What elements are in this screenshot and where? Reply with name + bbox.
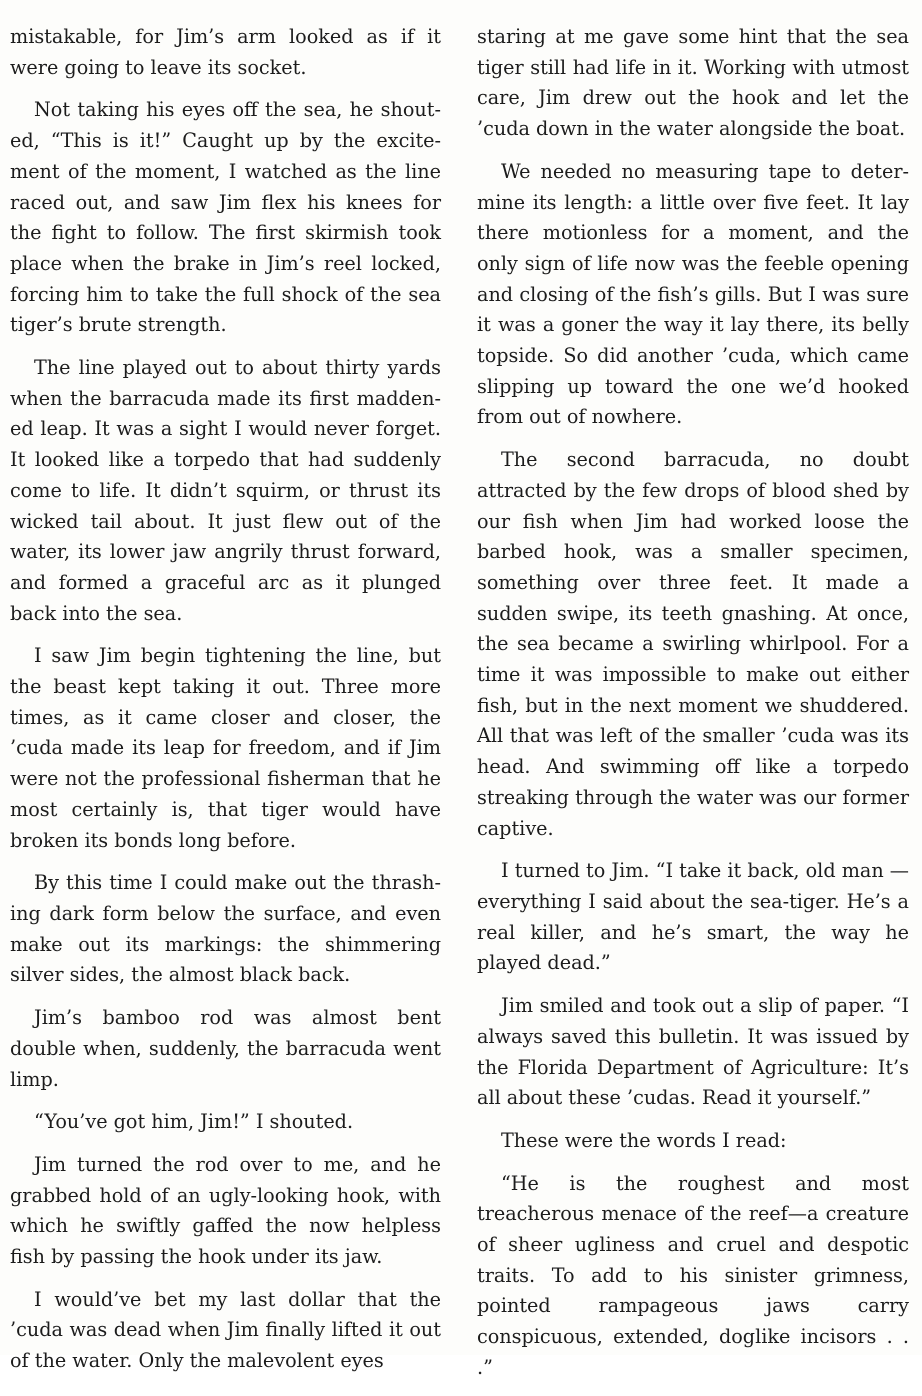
paragraph-continued: mistakable, for Jim’s arm looked as if it were going to leave its socket. [10,25,441,79]
paragraph: I would’ve bet my last dollar that the ’cuda was dead when Jim finally lifted it out of the water. Only the malevolent eyes [10,1287,441,1373]
paragraph: Not taking his eyes off the sea, he shouted, “This is it!” Caught up by the excitement of the moment, I watched as the line raced out, and saw Jim flex his knees for the fight to follow. The first skirmish took place when the brake in Jim’s reel locked, forcing him to take the full shock of the sea tiger’s brute strength. [10,98,441,337]
paragraph: I saw Jim begin tightening the line, but the beast kept taking it out. Three more times, as it came closer and closer, the ’cuda made its leap for freedom, and if Jim were not the professional fisherman that he most certainly is, that tiger would have broken its bonds long before. [10,644,441,852]
paragraph: These were the words I read: [501,1128,787,1152]
paragraph: The second barracuda, no doubt attracted by the few drops of blood shed by our fish when Jim had worked loose the barbed hook, was a smaller specimen, something over three feet. It made a sudden swipe, its teeth gnashing. At once, the sea became a swirling whirlpool. For a time it was impossible to make out either fish, but in the next moment we shuddered. All that was left of the smaller ’cuda was its head. And swimming off like a torpedo streaking through the water was our former captive. [477,448,909,840]
paragraph: Jim turned the rod over to me, and he grabbed hold of an ugly-looking hook, with which he swiftly gaffed the now helpless fish by passing the hook under its jaw. [10,1152,441,1269]
paragraph: The line played out to about thirty yards when the barracuda made its first maddened leap. It was a sight I would never forget. It looked like a torpedo that had suddenly come to life. It didn’t squirm, or thrust its wicked tail about. It just flew out of the water, its lower jaw angrily thrust forward, and formed a graceful arc as it plunged back into the sea. [10,356,441,625]
paragraph-continued: staring at me gave some hint that the sea tiger still had life in it. Working with utmost care, Jim drew out the hook and let the ’cuda down in the water alongside the boat. [477,25,909,141]
paragraph: We needed no measuring tape to determine its length: a little over five feet. It lay there motionless for a moment, and the only sign of life now was the feeble opening and closing of the fish’s gills. But I was sure it was a goner the way it lay there, its belly topside. So did another ’cuda, which came slipping up toward the one we’d hooked from out of nowhere. [477,159,909,429]
paragraph: I turned to Jim. “I take it back, old man —everything I said about the sea-tiger. He’s a real killer, and he’s smart, the way he played dead.” [477,859,909,975]
right-text-column [477,22,909,1396]
quoted-bulletin: “He is the roughest and most treacherous menace of the reef—a creature of sheer ugliness and cruel and despotic traits. To add to his sinister grimness, pointed rampageous jaws carry conspicuous, extended, doglike incisors . . .” [477,1171,909,1379]
paragraph: “You’ve got him, Jim!” I shouted. [34,1110,354,1134]
left-text-column [10,22,441,1389]
paragraph: Jim’s bamboo rod was almost bent double when, suddenly, the barracuda went limp. [10,1006,441,1091]
paragraph: By this time I could make out the thrashing dark form below the surface, and even make out its markings: the shimmering silver sides, the almost black back. [10,871,441,987]
paragraph: Jim smiled and took out a slip of paper. “I always saved this bulletin. It was issued by the Florida Department of Agriculture: It’s all about these ’cudas. Read it yourself.” [477,994,909,1110]
